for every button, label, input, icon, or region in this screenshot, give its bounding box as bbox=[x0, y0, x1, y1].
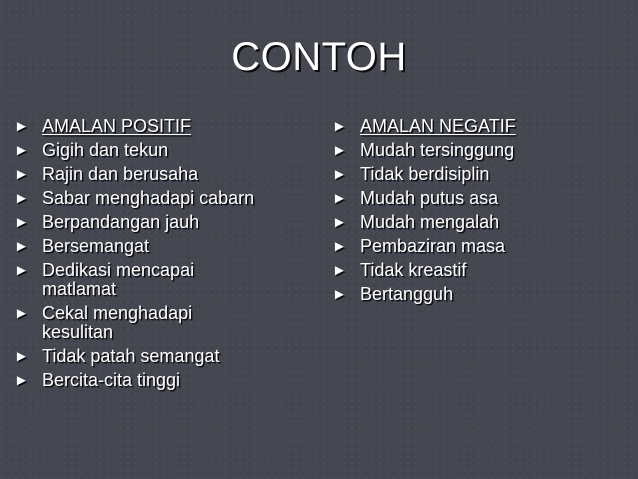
triangle-right-icon: ► bbox=[14, 348, 29, 365]
triangle-right-icon: ► bbox=[14, 214, 29, 231]
negative-practices-heading bbox=[330, 117, 630, 136]
negative-practices-list bbox=[330, 117, 630, 309]
list-item-text: Sabar menghadapi cabarn bbox=[42, 188, 255, 208]
column-heading-text: AMALAN NEGATIF bbox=[360, 116, 516, 136]
positive-practices-list bbox=[12, 117, 312, 395]
triangle-right-icon: ► bbox=[14, 305, 29, 322]
column-heading-text: AMALAN POSITIF bbox=[42, 116, 192, 136]
list-item-text: Cekal menghadapi kesulitan bbox=[42, 303, 193, 342]
list-item-text: Gigih dan tekun bbox=[42, 140, 169, 160]
list-item bbox=[330, 285, 630, 304]
triangle-right-icon: ► bbox=[14, 118, 29, 135]
list-item-text: Tidak kreastif bbox=[360, 260, 467, 280]
triangle-right-icon: ► bbox=[332, 286, 347, 303]
list-item bbox=[330, 189, 630, 208]
triangle-right-icon: ► bbox=[14, 262, 29, 279]
list-item bbox=[12, 165, 312, 184]
triangle-right-icon: ► bbox=[332, 142, 347, 159]
list-item bbox=[12, 261, 252, 299]
list-item bbox=[330, 213, 630, 232]
list-item-text: Tidak patah semangat bbox=[42, 346, 220, 366]
list-item bbox=[330, 237, 630, 256]
list-item bbox=[12, 141, 312, 160]
list-item bbox=[330, 165, 630, 184]
list-item-text: Pembaziran masa bbox=[360, 236, 506, 256]
triangle-right-icon: ► bbox=[332, 238, 347, 255]
triangle-right-icon: ► bbox=[332, 166, 347, 183]
list-item bbox=[12, 304, 252, 342]
list-item-text: Berpandangan jauh bbox=[42, 212, 200, 232]
list-item bbox=[12, 371, 312, 390]
list-item-text: Bercita-cita tinggi bbox=[42, 370, 181, 390]
triangle-right-icon: ► bbox=[332, 190, 347, 207]
triangle-right-icon: ► bbox=[332, 214, 347, 231]
list-item-text: Mudah putus asa bbox=[360, 188, 499, 208]
list-item-text: Bersemangat bbox=[42, 236, 150, 256]
list-item-text: Bertangguh bbox=[360, 284, 454, 304]
list-item-text: Mudah mengalah bbox=[360, 212, 500, 232]
list-item-text: Mudah tersinggung bbox=[360, 140, 515, 160]
list-item bbox=[12, 347, 312, 366]
triangle-right-icon: ► bbox=[14, 238, 29, 255]
list-item bbox=[12, 189, 312, 208]
list-item bbox=[12, 213, 312, 232]
triangle-right-icon: ► bbox=[14, 142, 29, 159]
list-item-text: Dedikasi mencapai matlamat bbox=[42, 260, 195, 299]
list-item-text: Rajin dan berusaha bbox=[42, 164, 199, 184]
triangle-right-icon: ► bbox=[14, 190, 29, 207]
triangle-right-icon: ► bbox=[332, 118, 347, 135]
list-item-text: Tidak berdisiplin bbox=[360, 164, 490, 184]
list-item bbox=[330, 141, 630, 160]
triangle-right-icon: ► bbox=[14, 372, 29, 389]
positive-practices-heading bbox=[12, 117, 312, 136]
slide-title: CONTOH bbox=[231, 35, 407, 79]
list-item bbox=[330, 261, 630, 280]
triangle-right-icon: ► bbox=[14, 166, 29, 183]
triangle-right-icon: ► bbox=[332, 262, 347, 279]
list-item bbox=[12, 237, 312, 256]
